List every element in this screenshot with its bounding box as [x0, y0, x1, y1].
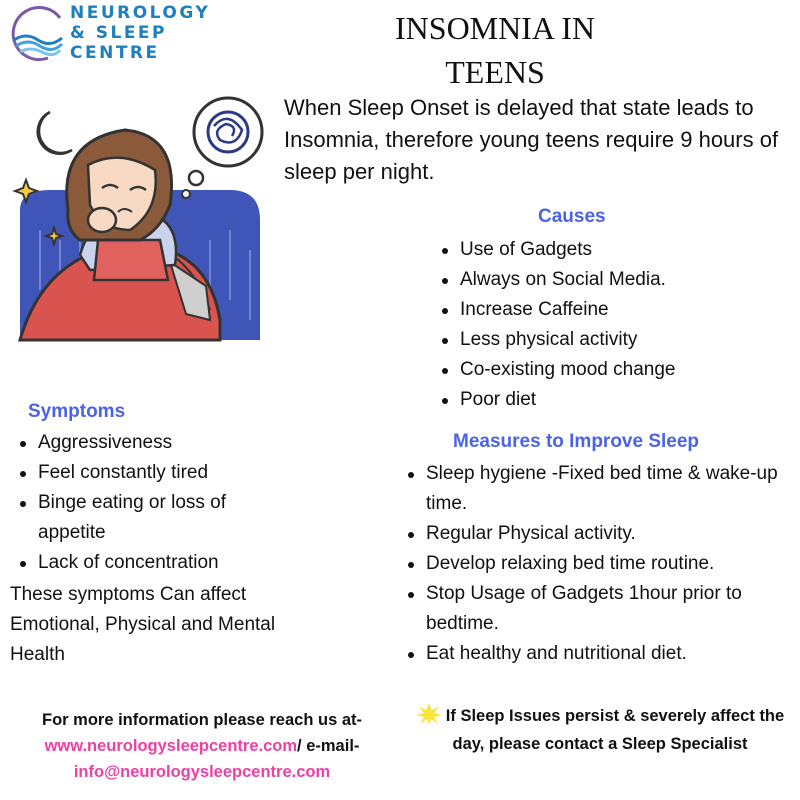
sleepless-teen-illustration [10, 90, 280, 360]
list-item: Use of Gadgets [436, 235, 786, 265]
list-item: Less physical activity [436, 325, 786, 355]
list-item: Poor diet [436, 385, 786, 415]
list-item: Always on Social Media. [436, 265, 786, 295]
email-link[interactable]: info@neurologysleepcentre.com [73, 763, 331, 781]
symptoms-list [14, 428, 284, 578]
title-line-2: TEENS [445, 54, 545, 90]
list-item: Aggressiveness [14, 428, 284, 458]
logo-line-3: CENTRE [70, 43, 160, 63]
page-title [330, 6, 660, 94]
symptoms-heading: Symptoms [28, 401, 126, 422]
specialist-note [402, 702, 798, 758]
list-item: Binge eating or loss of appetite [14, 488, 284, 548]
contact-prefix: For more information please reach us at- [42, 711, 362, 729]
specialist-note-text: If Sleep Issues persist & severely affect the day, please contact a Sleep Specialist [445, 707, 785, 753]
logo-line-2: & SLEEP [70, 23, 168, 43]
contact-email-label: / e-mail- [297, 737, 360, 755]
moon-icon [38, 112, 72, 154]
list-item: Co-existing mood change [436, 355, 786, 385]
logo-emblem-icon [8, 4, 68, 64]
burst-star-icon [416, 703, 442, 725]
causes-heading: Causes [538, 206, 606, 227]
list-item: Develop relaxing bed time routine. [402, 549, 792, 579]
intro-text: When Sleep Onset is delayed that state leads to Insomnia, therefore young teens require 9 hours of sleep per night. [284, 95, 779, 184]
list-item: Sleep hygiene -Fixed bed time & wake-up time. [402, 459, 792, 519]
causes-list [436, 235, 786, 415]
list-item: Feel constantly tired [14, 458, 284, 488]
website-link[interactable]: www.neurologysleepcentre.com [44, 737, 298, 755]
logo-line-1: NEUROLOGY [70, 3, 211, 23]
clinic-logo [8, 4, 238, 68]
contact-info [6, 707, 398, 785]
measures-heading: Measures to Improve Sleep [453, 431, 700, 452]
symptoms-note: These symptoms Can affect Emotional, Physical and Mental Health [10, 584, 276, 665]
title-line-1: INSOMNIA IN [395, 10, 595, 46]
list-item: Eat healthy and nutritional diet. [402, 639, 792, 669]
list-item: Stop Usage of Gadgets 1hour prior to bedtime. [402, 579, 792, 639]
measures-list [402, 459, 792, 669]
list-item: Lack of concentration [14, 548, 284, 578]
list-item: Increase Caffeine [436, 295, 786, 325]
list-item: Regular Physical activity. [402, 519, 792, 549]
